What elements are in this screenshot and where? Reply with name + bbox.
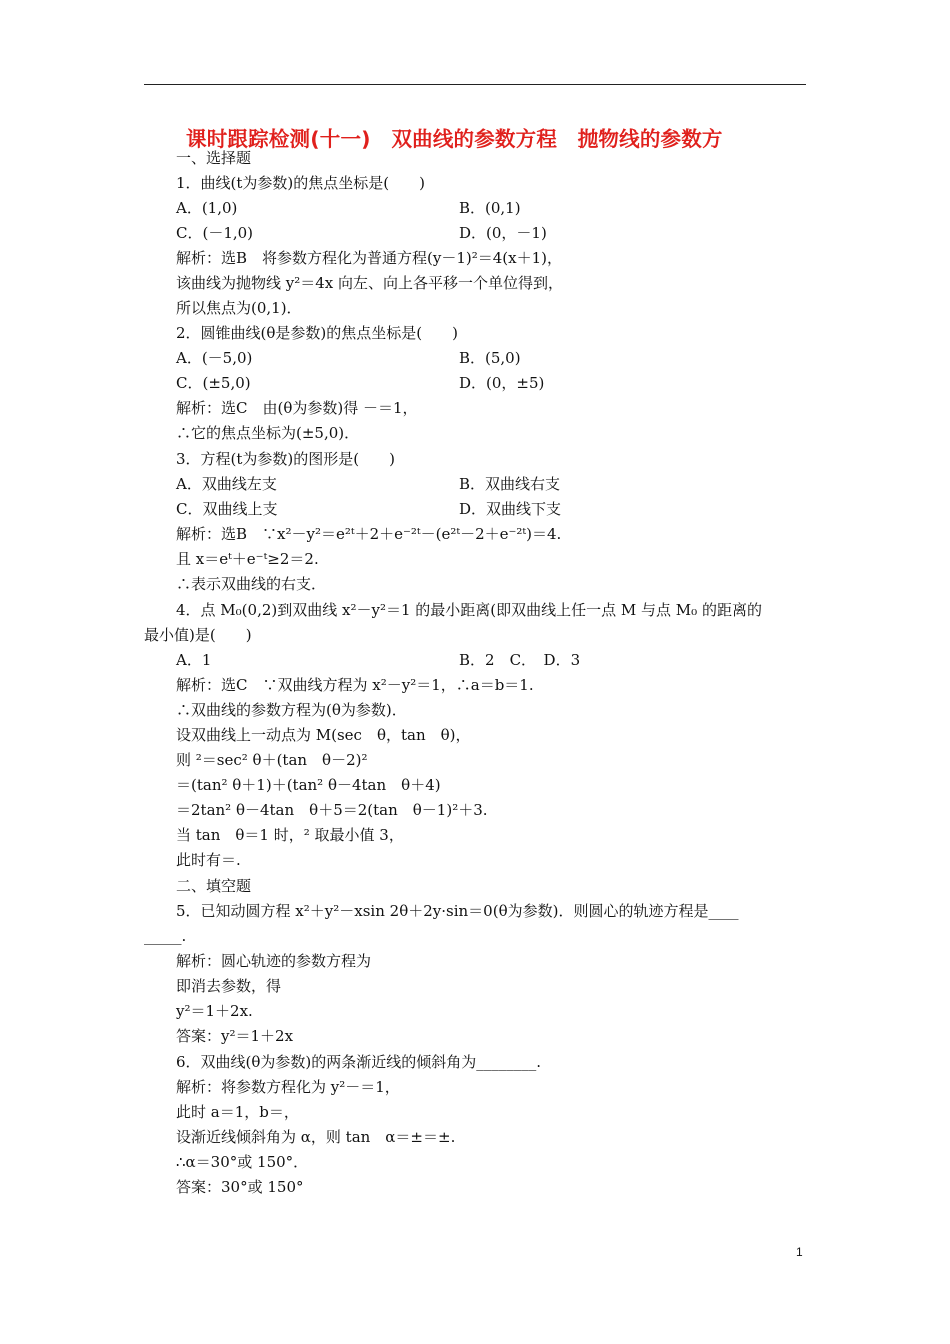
q2-solution-line: 解析：选C 由(θ为参数)得 －＝1， — [176, 399, 418, 417]
q4-solution-line: ∴双曲线的参数方程为(θ为参数)． — [176, 701, 407, 719]
page-number: 1 — [796, 1245, 803, 1259]
q1-option-c: C．(－1,0) — [176, 224, 254, 242]
q4-solution-line: ＝2tan² θ－4tan θ＋5＝2(tan θ－1)²＋3. — [176, 801, 488, 819]
q3-option-c: C．双曲线上支 — [176, 500, 278, 518]
q2-option-c: C．(±5,0) — [176, 374, 251, 392]
q3-solution-line: 且 x＝eᵗ＋e⁻ᵗ≥2＝2. — [176, 550, 319, 568]
q2-option-b: B．(5,0) — [459, 349, 521, 367]
q3-option-a: A．双曲线左支 — [176, 475, 277, 493]
q3-solution-line: 解析：选B ∵x²－y²＝e²ᵗ＋2＋e⁻²ᵗ－(e²ᵗ－2＋e⁻²ᵗ)＝4. — [176, 525, 562, 543]
section-heading-fill: 二、填空题 — [176, 877, 252, 895]
question-3: 3．方程(t为参数)的图形是( ) — [176, 450, 395, 468]
question-2: 2．圆锥曲线(θ是参数)的焦点坐标是( ) — [176, 324, 458, 342]
q1-option-a: A．(1,0) — [176, 199, 238, 217]
section-heading-choice: 一、选择题 — [176, 149, 252, 167]
q6-solution-line: ∴α＝30°或 150°． — [176, 1153, 309, 1171]
q6-solution-line: 解析：将参数方程化为 y²－＝1， — [176, 1078, 400, 1096]
q3-solution-line: ∴表示双曲线的右支． — [176, 575, 327, 593]
q4-solution-line: ＝(tan² θ＋1)＋(tan² θ－4tan θ＋4) — [176, 776, 441, 794]
q3-option-d: D．双曲线下支 — [459, 500, 562, 518]
question-4-cont: 最小值)是( ) — [144, 626, 252, 644]
header-rule — [144, 84, 806, 85]
q4-option-a: A．1 — [176, 651, 212, 669]
q5-solution-line: y²＝1＋2x. — [176, 1002, 253, 1020]
q4-solution-line: 则 ²＝sec² θ＋(tan θ－2)² — [176, 751, 368, 769]
question-5: 5．已知动圆方程 x²＋y²－xsin 2θ＋2y·sin＝0(θ为参数)．则圆心的轨迹方程是____ — [176, 902, 739, 920]
q5-solution-line: 即消去参数，得 — [176, 977, 282, 995]
q1-option-b: B．(0,1) — [459, 199, 521, 217]
question-4: 4．点 M₀(0,2)到双曲线 x²－y²＝1 的最小距离(即双曲线上任一点 M 与点 M₀ 的距离的 — [176, 601, 762, 619]
q5-solution-line: 解析：圆心轨迹的参数方程为 — [176, 952, 372, 970]
q6-solution-line: 此时 a＝1，b＝， — [176, 1103, 299, 1121]
q1-solution-line: 该曲线为抛物线 y²＝4x 向左、向上各平移一个单位得到， — [176, 274, 564, 292]
q4-solution-line: 设双曲线上一动点为 M(sec θ，tan θ)， — [176, 726, 471, 744]
question-5-cont: _____. — [144, 927, 187, 945]
q6-solution-line: 设渐近线倾斜角为 α，则 tan α＝±＝±. — [176, 1128, 456, 1146]
q2-option-d: D．(0，±5) — [459, 374, 545, 392]
q2-option-a: A．(－5,0) — [176, 349, 253, 367]
q1-option-d: D．(0，－1) — [459, 224, 547, 242]
q4-solution-line: 当 tan θ＝1 时，² 取最小值 3， — [176, 826, 404, 844]
q2-solution-line: ∴它的焦点坐标为(±5,0)． — [176, 424, 360, 442]
document-title: 课时跟踪检测(十一) 双曲线的参数方程 抛物线的参数方 — [186, 127, 723, 151]
question-1: 1．曲线(t为参数)的焦点坐标是( ) — [176, 174, 425, 192]
q3-option-b: B．双曲线右支 — [459, 475, 561, 493]
q1-solution-line: 解析：选B 将参数方程化为普通方程(y－1)²＝4(x＋1)， — [176, 249, 563, 267]
q4-solution-line: 解析：选C ∵双曲线方程为 x²－y²＝1，∴a＝b＝1. — [176, 676, 534, 694]
q6-answer: 答案：30°或 150° — [176, 1178, 304, 1196]
q4-options-bcd: B．2 C． D．3 — [459, 651, 581, 669]
q4-solution-line: 此时有＝. — [176, 851, 241, 869]
question-6: 6．双曲线(θ为参数)的两条渐近线的倾斜角为________. — [176, 1053, 542, 1071]
q1-solution-line: 所以焦点为(0,1)． — [176, 299, 302, 317]
q5-answer: 答案：y²＝1＋2x — [176, 1027, 294, 1045]
